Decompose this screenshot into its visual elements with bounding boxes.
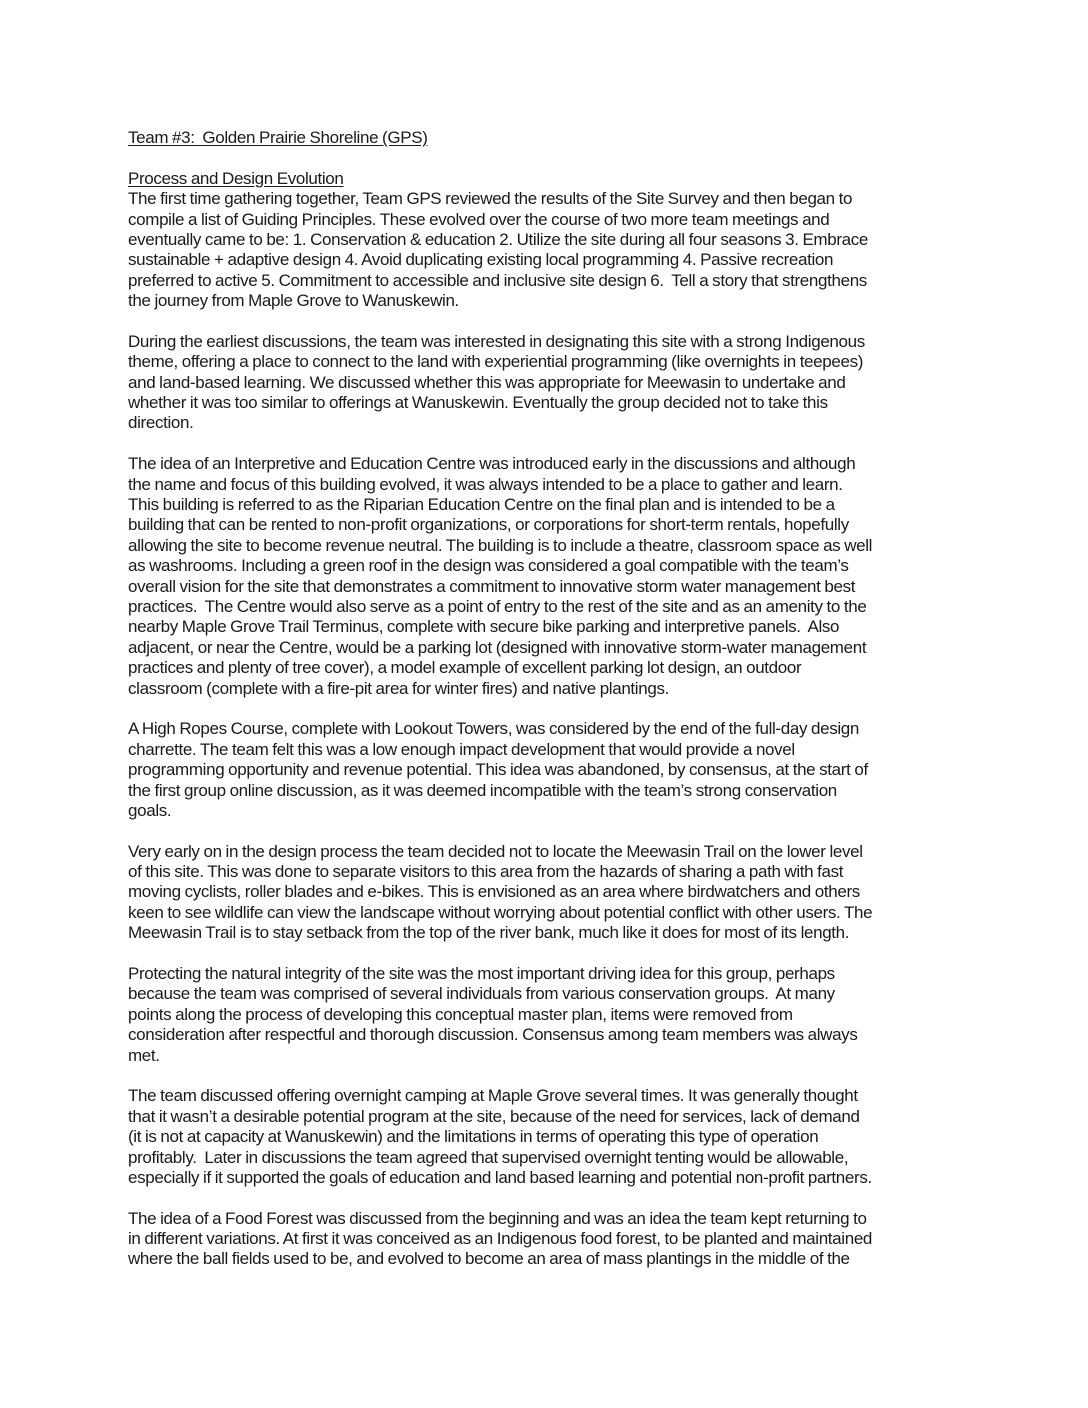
paragraph-line: The idea of an Interpretive and Education Centre was introduced early in the discussions and although: [128, 454, 856, 474]
spacer: [128, 1066, 968, 1086]
section-heading: Process and Design Evolution: [128, 168, 344, 188]
paragraph-line: the first group online discussion, as it was deemed incompatible with the team’s strong conservation: [128, 780, 837, 800]
paragraph-line: and land-based learning. We discussed whether this was appropriate for Meewasin to undertake and: [128, 372, 846, 392]
paragraph-line: the journey from Maple Grove to Wanuskewin.: [128, 291, 459, 311]
paragraph-line: The idea of a Food Forest was discussed from the beginning and was an idea the team kept returning to: [128, 1208, 867, 1228]
paragraph-line: programming opportunity and revenue potential. This idea was abandoned, by consensus, at the start of: [128, 760, 868, 780]
spacer: [128, 944, 968, 964]
paragraph-line: that it wasn’t a desirable potential program at the site, because of the need for services, lack of demand: [128, 1106, 860, 1126]
paragraph-line: During the earliest discussions, the team was interested in designating this site with a strong Indigenous: [128, 331, 865, 351]
paragraph-line: The team discussed offering overnight camping at Maple Grove several times. It was generally thought: [128, 1086, 858, 1106]
paragraph-line: in different variations. At first it was conceived as an Indigenous food forest, to be planted and maintained: [128, 1229, 873, 1249]
paragraph-line: whether it was too similar to offerings at Wanuskewin. Eventually the group decided not to take this: [128, 393, 828, 413]
paragraph-line: overall vision for the site that demonstrates a commitment to innovative storm water management best: [128, 576, 856, 596]
paragraph-line: where the ball fields used to be, and evolved to become an area of mass plantings in the middle of the: [128, 1249, 850, 1269]
paragraph-line: practices and plenty of tree cover), a model example of excellent parking lot design, an outdoor: [128, 658, 802, 678]
paragraph-line: practices. The Centre would also serve as a point of entry to the rest of the site and as an amenity to the: [128, 596, 867, 616]
paragraph-education-centre: [128, 454, 968, 699]
paragraph-line: nearby Maple Grove Trail Terminus, complete with secure bike parking and interpretive panels. Also: [128, 617, 840, 637]
document-page: [128, 128, 968, 1270]
paragraph-meewasin-trail: [128, 842, 968, 944]
paragraph-line: adjacent, or near the Centre, would be a parking lot (designed with innovative storm-water management: [128, 637, 867, 657]
paragraph-line: keen to see wildlife can view the landscape without worrying about potential conflict with other users. The: [128, 902, 873, 922]
paragraph-line: Very early on in the design process the team decided not to locate the Meewasin Trail on the lower level: [128, 841, 863, 861]
paragraph-guiding-principles: [128, 189, 968, 311]
paragraph-line: of this site. This was done to separate visitors to this area from the hazards of sharing a path with fast: [128, 862, 844, 882]
spacer: [128, 148, 968, 168]
paragraph-line: theme, offering a place to connect to the land with experiential programming (like overnights in teepees): [128, 352, 864, 372]
paragraph-line: moving cyclists, roller blades and e-bikes. This is envisioned as an area where birdwatchers and others: [128, 882, 860, 902]
spacer: [128, 699, 968, 719]
document-title: Team #3: Golden Prairie Shoreline (GPS): [128, 128, 428, 147]
paragraph-line: as washrooms. Including a green roof in the design was considered a goal compatible with the team’s: [128, 556, 849, 576]
paragraph-food-forest: [128, 1209, 968, 1270]
paragraph-line: consideration after respectful and thorough discussion. Consensus among team members was always: [128, 1025, 858, 1045]
paragraph-line: points along the process of developing this conceptual master plan, items were removed from: [128, 1004, 793, 1024]
paragraph-line: Protecting the natural integrity of the site was the most important driving idea for this group, perhaps: [128, 964, 835, 984]
paragraph-line: This building is referred to as the Riparian Education Centre on the final plan and is intended to be a: [128, 495, 835, 515]
spacer: [128, 1188, 968, 1208]
paragraph-line: direction.: [128, 413, 194, 433]
paragraph-line: compile a list of Guiding Principles. These evolved over the course of two more team meetings and: [128, 209, 830, 229]
paragraph-line: (it is not at capacity at Wanuskewin) and the limitations in terms of operating this type of operation: [128, 1127, 819, 1147]
paragraph-line: especially if it supported the goals of education and land based learning and potential non-profit partners.: [128, 1167, 872, 1187]
spacer: [128, 434, 968, 454]
spacer: [128, 312, 968, 332]
paragraph-line: The first time gathering together, Team GPS reviewed the results of the Site Survey and then began to: [128, 189, 853, 209]
paragraph-line: goals.: [128, 800, 172, 820]
paragraph-line: the name and focus of this building evolved, it was always intended to be a place to gather and learn.: [128, 474, 843, 494]
paragraph-line: met.: [128, 1045, 160, 1065]
paragraph-line: sustainable + adaptive design 4. Avoid duplicating existing local programming 4. Passive recreation: [128, 250, 834, 270]
paragraph-line: allowing the site to become revenue neutral. The building is to include a theatre, classroom space as well: [128, 535, 873, 555]
paragraph-overnight-camping: [128, 1086, 968, 1188]
paragraph-line: classroom (complete with a fire-pit area for winter fires) and native plantings.: [128, 678, 669, 698]
paragraph-line: building that can be rented to non-profit organizations, or corporations for short-term rentals, hopefully: [128, 515, 849, 535]
spacer: [128, 821, 968, 841]
paragraph-line: Meewasin Trail is to stay setback from the top of the river bank, much like it does for most of its length.: [128, 923, 850, 943]
paragraph-natural-integrity: [128, 964, 968, 1066]
paragraph-line: because the team was comprised of several individuals from various conservation groups. At many: [128, 984, 835, 1004]
paragraph-indigenous-theme: [128, 332, 968, 434]
paragraph-line: A High Ropes Course, complete with Lookout Towers, was considered by the end of the full-day design: [128, 719, 859, 739]
paragraph-line: charrette. The team felt this was a low enough impact development that would provide a novel: [128, 739, 795, 759]
paragraph-line: preferred to active 5. Commitment to accessible and inclusive site design 6. Tell a story that strengthens: [128, 270, 867, 290]
paragraph-line: eventually came to be: 1. Conservation & education 2. Utilize the site during all four seasons 3. Embrace: [128, 229, 869, 249]
paragraph-line: profitably. Later in discussions the team agreed that supervised overnight tenting would be allowable,: [128, 1147, 849, 1167]
paragraph-high-ropes: [128, 719, 968, 821]
